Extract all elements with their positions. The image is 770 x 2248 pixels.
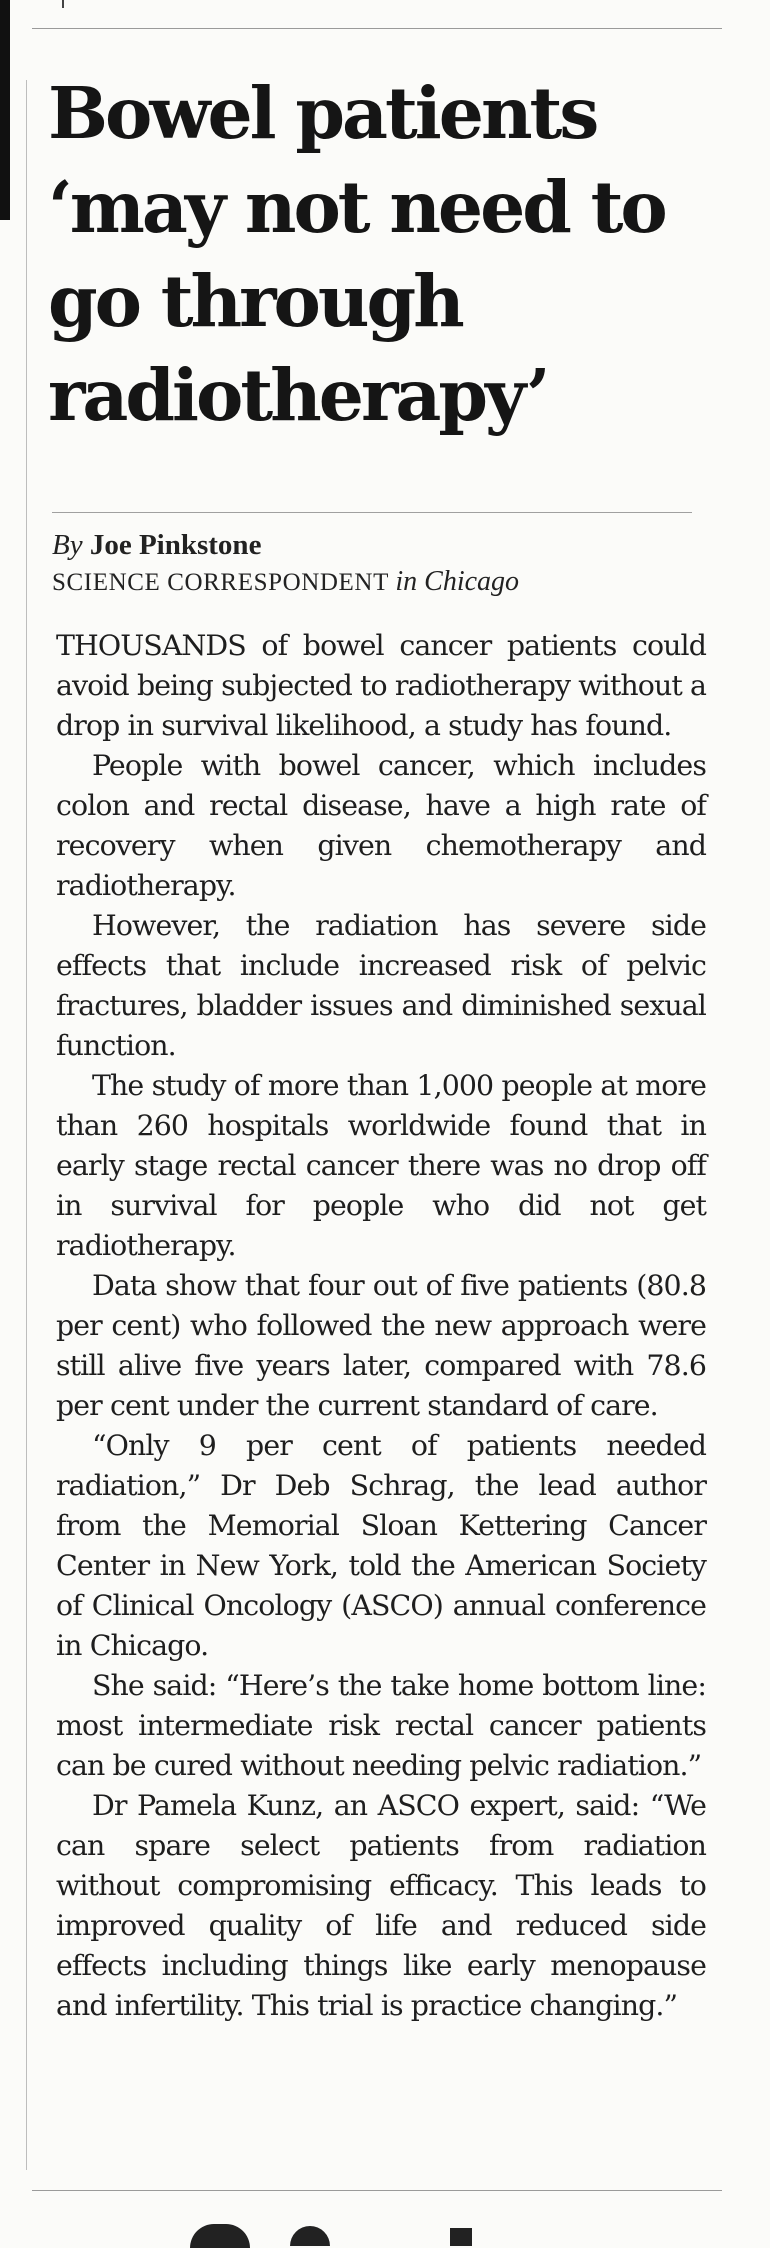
bottom-divider bbox=[32, 2190, 722, 2191]
paragraph: She said: “Here’s the take home bottom line: most intermediate risk rectal cancer patients can be cured without needing pelvic radiation.” bbox=[56, 1669, 706, 1782]
paragraph: THOUSANDS of bowel cancer patients could avoid being subjected to radiotherapy without a drop in survival likelihood, a study has found. bbox=[56, 629, 706, 742]
next-article-fragment bbox=[290, 2226, 330, 2246]
next-article-fragment bbox=[190, 2224, 250, 2248]
byline-divider bbox=[52, 512, 692, 513]
byline-prefix: By bbox=[52, 529, 83, 561]
author-name: Joe Pinkstone bbox=[89, 529, 262, 561]
dateline-location: in Chicago bbox=[395, 566, 520, 597]
paragraph: “Only 9 per cent of patients needed radiation,” Dr Deb Schrag, the lead author from the Memorial Sloan Kettering Cancer Center in New York, told the American Society of Clinical Oncology (ASCO) annual conference in Chicago. bbox=[56, 1429, 706, 1662]
paragraph: Dr Pamela Kunz, an ASCO expert, said: “We can spare select patients from radiation without compromising efficacy. This leads to improved quality of life and reduced side effects including things like early menopause and infertility. This trial is practice changing.” bbox=[56, 1789, 706, 2022]
byline bbox=[52, 528, 261, 562]
article-body bbox=[56, 626, 706, 2026]
paragraph: People with bowel cancer, which includes colon and rectal disease, have a high rate of recovery when given chemotherapy and radiotherapy. bbox=[56, 749, 706, 902]
top-divider bbox=[32, 28, 722, 29]
headline: Bowel patients ‘may not need to go through radiotherapy’ bbox=[48, 71, 665, 437]
paragraph: The study of more than 1,000 people at more than 260 hospitals worldwide found that in early stage rectal cancer there was no drop off in survival for people who did not get radiotherapy. bbox=[56, 1069, 706, 1262]
column-divider bbox=[26, 80, 27, 2170]
next-article-fragment bbox=[450, 2228, 472, 2246]
author-role bbox=[52, 566, 519, 599]
scan-edge-shadow bbox=[0, 0, 10, 220]
column-tick-mark bbox=[62, 0, 64, 8]
paragraph: However, the radiation has severe side effects that include increased risk of pelvic fractures, bladder issues and diminished sexual function. bbox=[56, 909, 706, 1062]
role-title: SCIENCE CORRESPONDENT bbox=[52, 569, 389, 596]
paragraph: Data show that four out of five patients (80.8 per cent) who followed the new approach were still alive five years later, compared with 78.6 per cent under the current standard of care. bbox=[56, 1269, 706, 1422]
